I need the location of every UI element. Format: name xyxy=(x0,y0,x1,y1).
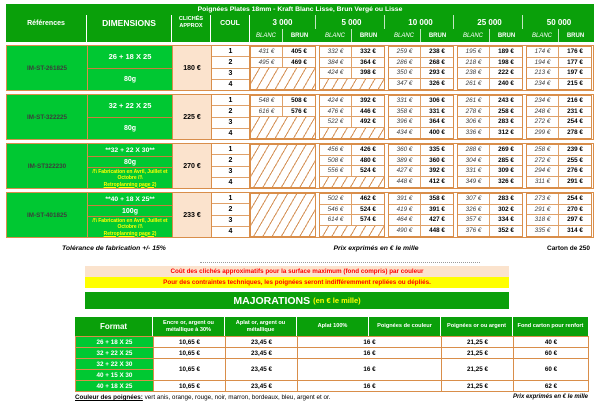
price-group xyxy=(319,46,385,90)
price-blanc-cell: 218 € xyxy=(458,58,490,69)
weight-label: 80g xyxy=(123,124,137,132)
price-brun-cell: 335 € xyxy=(421,145,453,156)
aplat-100-value: 16 € xyxy=(298,359,442,381)
encre-value: 10,65 € xyxy=(154,359,226,381)
price-brun-cell: 309 € xyxy=(490,166,522,177)
main-price-table xyxy=(6,4,594,257)
coul-column xyxy=(212,95,250,139)
product-block xyxy=(6,94,594,140)
price-area xyxy=(250,193,593,237)
price-brun-cell: 269 € xyxy=(490,145,522,156)
product-block xyxy=(6,192,594,238)
fabrication-note-line1: /!\ Fabrication en Avril, Juillet et Octobre /!\ xyxy=(92,169,168,182)
coul-number: 4 xyxy=(228,81,233,89)
price-brun-cell: 255 € xyxy=(559,156,591,167)
encre-value: 10,65 € xyxy=(154,337,226,348)
quantity-header-3: 25 000 xyxy=(457,15,523,29)
price-brun-cell: 285 € xyxy=(490,156,522,167)
price-group xyxy=(388,193,454,237)
price-group xyxy=(388,46,454,90)
price-blanc-cell: 272 € xyxy=(527,117,559,128)
cliche-cost-notice: Coût des clichés approximatifs pour la surface maximum (fond compris) par couleur xyxy=(85,266,509,277)
price-blanc-cell: 318 € xyxy=(527,215,559,226)
header-cliches-line1: CLICHÉS xyxy=(178,16,204,23)
price-brun-cell: 283 € xyxy=(490,117,522,128)
fabrication-note xyxy=(88,217,172,237)
price-brun-cell: 177 € xyxy=(559,58,591,69)
majorations-banner xyxy=(85,292,509,309)
price-brun-cell: 189 € xyxy=(490,47,522,58)
format-label: 32 + 22 X 30 xyxy=(76,359,153,370)
price-brun-cell: 334 € xyxy=(490,215,522,226)
price-blanc-cell: 424 € xyxy=(320,68,352,79)
no-price-hatch xyxy=(320,226,384,237)
brun-column-header: BRUN xyxy=(290,32,309,39)
price-area xyxy=(250,95,593,139)
price-blanc-cell: 294 € xyxy=(527,166,559,177)
coul-number: 3 xyxy=(212,69,249,80)
coul-number: 1 xyxy=(212,95,249,106)
price-brun-cell: 492 € xyxy=(352,117,384,128)
reference-cell: IM-ST-401825 xyxy=(7,193,88,237)
majorations-col-aplat-metal: Aplat or, argent ou métallique xyxy=(225,317,296,336)
encre-value: 10,65 € xyxy=(154,348,226,359)
weight-label: 80g xyxy=(123,75,137,83)
price-brun-cell: 446 € xyxy=(352,107,384,118)
price-group xyxy=(526,46,592,90)
price-brun-cell: 312 € xyxy=(490,128,522,139)
price-blanc-cell: 427 € xyxy=(389,166,421,177)
price-brun-cell: 239 € xyxy=(559,145,591,156)
price-brun-cell: 302 € xyxy=(490,205,522,216)
brun-column-header: BRUN xyxy=(566,32,585,39)
cliche-price-cell: 225 € xyxy=(173,95,212,139)
price-group xyxy=(526,95,592,139)
price-blanc-cell: 194 € xyxy=(527,58,559,69)
quantity-header-row xyxy=(250,15,594,29)
price-blanc-cell: 431 € xyxy=(251,47,283,58)
price-blanc-cell: 434 € xyxy=(389,128,421,139)
price-brun-cell: 405 € xyxy=(283,47,315,58)
fond-carton-value: 60 € xyxy=(514,359,589,381)
price-brun-cell: 480 € xyxy=(352,156,384,167)
price-blanc-cell: 331 € xyxy=(389,96,421,107)
price-brun-cell: 254 € xyxy=(559,194,591,205)
product-block xyxy=(6,143,594,189)
format-cell: 26 + 18 X 25 xyxy=(76,337,154,348)
price-brun-cell: 364 € xyxy=(421,117,453,128)
price-blanc-cell: 174 € xyxy=(527,47,559,58)
price-group xyxy=(457,144,523,188)
coul-number: 3 xyxy=(212,216,249,227)
price-group xyxy=(250,95,316,139)
quantity-header-1: 5 000 xyxy=(319,15,385,29)
price-brun-cell: 462 € xyxy=(352,194,384,205)
table-footnotes xyxy=(6,245,594,257)
price-blanc-cell: 299 € xyxy=(527,128,559,139)
format-cell: 32 + 22 X 25 xyxy=(76,348,154,359)
price-blanc-cell: 286 € xyxy=(389,58,421,69)
price-blanc-cell: 419 € xyxy=(389,205,421,216)
blanc-column-header: BLANC xyxy=(319,29,352,42)
price-group xyxy=(319,193,385,237)
price-blanc-cell: 389 € xyxy=(389,156,421,167)
price-brun-cell: 314 € xyxy=(559,226,591,237)
price-blanc-cell: 347 € xyxy=(389,79,421,90)
price-blanc-cell: 616 € xyxy=(251,107,283,118)
price-brun-cell: 270 € xyxy=(559,205,591,216)
dimension-cell xyxy=(88,144,173,188)
no-price-hatch xyxy=(251,145,315,187)
price-blanc-cell: 556 € xyxy=(320,166,352,177)
price-unit-note: Prix exprimés en € le mille xyxy=(333,245,419,252)
majorations-row xyxy=(76,381,589,392)
price-brun-cell: 293 € xyxy=(421,68,453,79)
blanc-column-header: BLANC xyxy=(526,29,559,42)
technical-notice: Pour des contraintes techniques, les poignées seront indifféremment repliées ou dépliés. xyxy=(85,277,509,288)
price-brun-cell: 391 € xyxy=(421,205,453,216)
header-cliches-line2: APPROX xyxy=(179,23,203,29)
product-block xyxy=(6,45,594,91)
price-brun-cell: 426 € xyxy=(352,145,384,156)
price-blanc-cell: 396 € xyxy=(389,117,421,128)
price-brun-cell: 268 € xyxy=(421,58,453,69)
fabrication-note-line2: Retroplanning page 2) xyxy=(103,230,157,237)
price-group xyxy=(457,46,523,90)
price-brun-cell: 238 € xyxy=(421,47,453,58)
price-blanc-cell: 288 € xyxy=(458,145,490,156)
price-brun-cell: 412 € xyxy=(421,177,453,188)
dimension-label: 26 + 18 X 25 xyxy=(88,46,172,69)
brun-column-header: BRUN xyxy=(497,32,516,39)
price-brun-cell: 176 € xyxy=(559,47,591,58)
price-brun-cell: 243 € xyxy=(490,96,522,107)
quantity-header-2: 10 000 xyxy=(388,15,454,29)
dotted-separator xyxy=(200,262,480,263)
price-group xyxy=(250,144,316,188)
product-blocks xyxy=(6,45,594,238)
price-blanc-cell: 238 € xyxy=(458,68,490,79)
dimension-cell xyxy=(88,95,173,139)
no-price-hatch xyxy=(251,68,315,89)
no-price-hatch xyxy=(251,194,315,236)
price-blanc-cell: 234 € xyxy=(527,96,559,107)
coul-column xyxy=(212,46,250,90)
price-blanc-cell: 376 € xyxy=(458,226,490,237)
coul-number: 1 xyxy=(212,46,249,57)
or-argent-value: 21,25 € xyxy=(442,381,514,392)
price-brun-cell: 576 € xyxy=(283,107,315,118)
price-blanc-cell: 522 € xyxy=(320,117,352,128)
coul-number: 2 xyxy=(212,155,249,166)
coul-number: 3 xyxy=(212,167,249,178)
or-argent-value: 21,25 € xyxy=(442,337,514,348)
majorations-col-fond-carton: Fond carton pour renfort xyxy=(513,317,588,336)
price-brun-cell: 364 € xyxy=(352,58,384,69)
price-blanc-cell: 350 € xyxy=(389,68,421,79)
no-price-hatch xyxy=(320,79,384,90)
price-brun-cell: 524 € xyxy=(352,166,384,177)
blanc-column-header: BLANC xyxy=(457,29,490,42)
blanc-column-header: BLANC xyxy=(250,29,283,42)
price-brun-cell: 326 € xyxy=(421,79,453,90)
price-brun-cell: 276 € xyxy=(559,166,591,177)
encre-value: 10,65 € xyxy=(154,381,226,392)
price-brun-cell: 215 € xyxy=(559,79,591,90)
cliche-price-cell: 180 € xyxy=(173,46,212,90)
price-blanc-cell: 326 € xyxy=(458,205,490,216)
price-brun-cell: 331 € xyxy=(421,107,453,118)
price-brun-cell: 297 € xyxy=(559,215,591,226)
majorations-row-merged xyxy=(76,359,589,381)
blanc-brun-group xyxy=(457,29,523,42)
price-blanc-cell: 502 € xyxy=(320,194,352,205)
price-brun-cell: 240 € xyxy=(490,79,522,90)
price-brun-cell: 291 € xyxy=(559,177,591,188)
price-blanc-cell: 360 € xyxy=(389,145,421,156)
blanc-brun-group xyxy=(250,29,316,42)
price-blanc-cell: 307 € xyxy=(458,194,490,205)
price-group xyxy=(526,193,592,237)
no-price-hatch xyxy=(251,117,315,138)
handle-colors-note xyxy=(75,394,331,401)
majorations-col-encre: Encre or, argent ou métallique à 30% xyxy=(153,317,224,336)
or-argent-value: 21,25 € xyxy=(442,359,514,381)
majorations-subtitle: (en € le mille) xyxy=(313,296,361,305)
blanc-column-header: BLANC xyxy=(388,29,421,42)
cliche-price-cell: 270 € xyxy=(173,144,212,188)
price-brun-cell: 231 € xyxy=(559,107,591,118)
price-group xyxy=(457,193,523,237)
quantity-header-4: 50 000 xyxy=(546,17,572,27)
coul-column xyxy=(212,193,250,237)
majorations-body xyxy=(75,336,589,392)
price-brun-cell: 574 € xyxy=(352,215,384,226)
price-blanc-cell: 391 € xyxy=(389,194,421,205)
price-brun-cell: 352 € xyxy=(490,226,522,237)
price-blanc-cell: 464 € xyxy=(389,215,421,226)
price-group xyxy=(388,95,454,139)
majorations-col-aplat-100: Aplat 100% xyxy=(297,317,368,336)
price-blanc-cell: 336 € xyxy=(458,128,490,139)
price-brun-cell: 360 € xyxy=(421,156,453,167)
price-brun-cell: 392 € xyxy=(421,166,453,177)
coul-number: 2 xyxy=(212,106,249,117)
price-blanc-cell: 495 € xyxy=(251,58,283,69)
price-blanc-cell: 291 € xyxy=(527,205,559,216)
format-cell-double xyxy=(76,359,154,381)
blanc-brun-header-row xyxy=(250,29,594,42)
price-brun-cell: 326 € xyxy=(490,177,522,188)
price-blanc-cell: 548 € xyxy=(251,96,283,107)
price-blanc-cell: 335 € xyxy=(527,226,559,237)
quantity-header-0: 3 000 xyxy=(250,15,316,29)
coul-number: 3 xyxy=(212,118,249,129)
no-price-hatch xyxy=(320,177,384,188)
weight-label: 80g xyxy=(88,157,172,168)
price-area xyxy=(250,46,593,90)
price-blanc-cell: 331 € xyxy=(458,166,490,177)
handle-colors-list: vert anis, orange, rouge, noir, marron, bordeaux, bleu, argent et or. xyxy=(142,394,331,401)
price-brun-cell: 448 € xyxy=(421,226,453,237)
majorations-price-unit-note: Prix exprimés en € le mille xyxy=(512,394,588,400)
price-blanc-cell: 332 € xyxy=(320,47,352,58)
coul-number: 4 xyxy=(228,179,233,187)
price-blanc-cell: 195 € xyxy=(458,47,490,58)
weight-label: 100g xyxy=(88,206,172,217)
price-blanc-cell: 614 € xyxy=(320,215,352,226)
price-brun-cell: 306 € xyxy=(421,96,453,107)
price-blanc-cell: 261 € xyxy=(458,96,490,107)
price-brun-cell: 278 € xyxy=(559,128,591,139)
price-blanc-cell: 261 € xyxy=(458,79,490,90)
format-label: 40 + 15 X 30 xyxy=(96,371,133,379)
price-blanc-cell: 448 € xyxy=(389,177,421,188)
dimension-label: **40 + 18 X 25** xyxy=(88,193,172,206)
majorations-col-poignees-or: Poignées or ou argent xyxy=(441,317,512,336)
price-blanc-cell: 357 € xyxy=(458,215,490,226)
header-references: Références xyxy=(6,4,86,42)
coul-column xyxy=(212,144,250,188)
price-blanc-cell: 424 € xyxy=(320,96,352,107)
price-group xyxy=(250,193,316,237)
majorations-table xyxy=(75,317,589,392)
price-blanc-cell: 273 € xyxy=(527,194,559,205)
price-blanc-cell: 384 € xyxy=(320,58,352,69)
price-brun-cell: 427 € xyxy=(421,215,453,226)
price-brun-cell: 524 € xyxy=(352,205,384,216)
price-blanc-cell: 259 € xyxy=(389,47,421,58)
aplat-metal-value: 23,45 € xyxy=(226,381,298,392)
majorations-row xyxy=(76,337,589,348)
majorations-title: MAJORATIONS xyxy=(233,294,311,307)
reference-cell: IM-ST-261825 xyxy=(7,46,88,90)
brun-column-header: BRUN xyxy=(359,32,378,39)
format-cell: 40 + 18 X 25 xyxy=(76,381,154,392)
price-area xyxy=(250,144,593,188)
aplat-metal-value: 23,45 € xyxy=(226,337,298,348)
price-brun-cell: 216 € xyxy=(559,96,591,107)
price-group xyxy=(319,144,385,188)
price-brun-cell: 283 € xyxy=(490,194,522,205)
price-blanc-cell: 546 € xyxy=(320,205,352,216)
handle-colors-label: Couleur des poignées: xyxy=(75,394,143,401)
fond-carton-value: 62 € xyxy=(514,381,589,392)
dimension-label: 32 + 22 X 25 xyxy=(88,95,172,118)
price-blanc-cell: 213 € xyxy=(527,68,559,79)
reference-cell: IM-ST322230 xyxy=(7,144,88,188)
price-brun-cell: 258 € xyxy=(490,107,522,118)
aplat-100-value: 16 € xyxy=(298,337,442,348)
cliche-price-cell: 233 € xyxy=(173,193,212,237)
aplat-metal-value: 23,45 € xyxy=(226,348,298,359)
or-argent-value: 21,25 € xyxy=(442,348,514,359)
price-blanc-cell: 508 € xyxy=(320,156,352,167)
majorations-header xyxy=(75,317,589,336)
dimension-cell xyxy=(88,46,173,90)
price-group xyxy=(319,95,385,139)
price-brun-cell: 392 € xyxy=(352,96,384,107)
price-group xyxy=(250,46,316,90)
price-group xyxy=(457,95,523,139)
price-group xyxy=(388,144,454,188)
sheet-title: Poignées Plates 18mm - Kraft Blanc Lisse, Brun Vergé ou Lisse xyxy=(6,4,594,15)
table-header xyxy=(6,4,594,42)
price-brun-cell: 508 € xyxy=(283,96,315,107)
price-blanc-cell: 272 € xyxy=(527,156,559,167)
price-blanc-cell: 311 € xyxy=(527,177,559,188)
price-blanc-cell: 456 € xyxy=(320,145,352,156)
price-brun-cell: 400 € xyxy=(421,128,453,139)
price-brun-cell: 469 € xyxy=(283,58,315,69)
majorations-col-format: Format xyxy=(75,317,152,336)
fond-carton-value: 60 € xyxy=(514,348,589,359)
coul-number: 2 xyxy=(212,204,249,215)
aplat-100-value: 16 € xyxy=(298,381,442,392)
aplat-100-value: 16 € xyxy=(298,348,442,359)
header-coul: COUL xyxy=(211,4,249,42)
coul-number: 2 xyxy=(212,57,249,68)
coul-number: 1 xyxy=(212,193,249,204)
fabrication-note-line2: Retroplanning page 2) xyxy=(103,181,157,188)
price-blanc-cell: 304 € xyxy=(458,156,490,167)
price-brun-cell: 197 € xyxy=(559,68,591,79)
aplat-metal-value: 23,45 € xyxy=(226,359,298,381)
header-dimensions: DIMENSIONS xyxy=(87,4,171,42)
price-brun-cell: 222 € xyxy=(490,68,522,79)
coul-number: 1 xyxy=(212,144,249,155)
price-brun-cell: 398 € xyxy=(352,68,384,79)
blanc-brun-group xyxy=(319,29,385,42)
coul-number: 4 xyxy=(228,228,233,236)
fabrication-note-line1: /!\ Fabrication en Avril, Juillet et Octobre /!\ xyxy=(92,218,168,231)
tolerance-note: Tolérance de fabrication +/- 15% xyxy=(62,245,166,252)
fond-carton-value: 40 € xyxy=(514,337,589,348)
price-blanc-cell: 349 € xyxy=(458,177,490,188)
price-blanc-cell: 476 € xyxy=(320,107,352,118)
majorations-col-poignees-couleur: Poignées de couleur xyxy=(369,317,440,336)
coul-number: 4 xyxy=(228,130,233,138)
price-blanc-cell: 306 € xyxy=(458,117,490,128)
fabrication-note xyxy=(88,168,172,188)
blanc-brun-group xyxy=(388,29,454,42)
price-brun-cell: 254 € xyxy=(559,117,591,128)
price-blanc-cell: 248 € xyxy=(527,107,559,118)
no-price-hatch xyxy=(320,128,384,139)
price-blanc-cell: 278 € xyxy=(458,107,490,118)
price-brun-cell: 332 € xyxy=(352,47,384,58)
price-brun-cell: 358 € xyxy=(421,194,453,205)
brun-column-header: BRUN xyxy=(428,32,447,39)
dimension-label: **32 + 22 X 30** xyxy=(88,144,172,157)
carton-note: Carton de 250 xyxy=(547,245,590,252)
price-brun-cell: 198 € xyxy=(490,58,522,69)
dimension-cell xyxy=(88,193,173,237)
price-blanc-cell: 258 € xyxy=(527,145,559,156)
price-group xyxy=(526,144,592,188)
price-blanc-cell: 490 € xyxy=(389,226,421,237)
majorations-row xyxy=(76,348,589,359)
blanc-brun-group xyxy=(526,29,592,42)
price-blanc-cell: 234 € xyxy=(527,79,559,90)
reference-cell: IM-ST-322225 xyxy=(7,95,88,139)
price-blanc-cell: 358 € xyxy=(389,107,421,118)
